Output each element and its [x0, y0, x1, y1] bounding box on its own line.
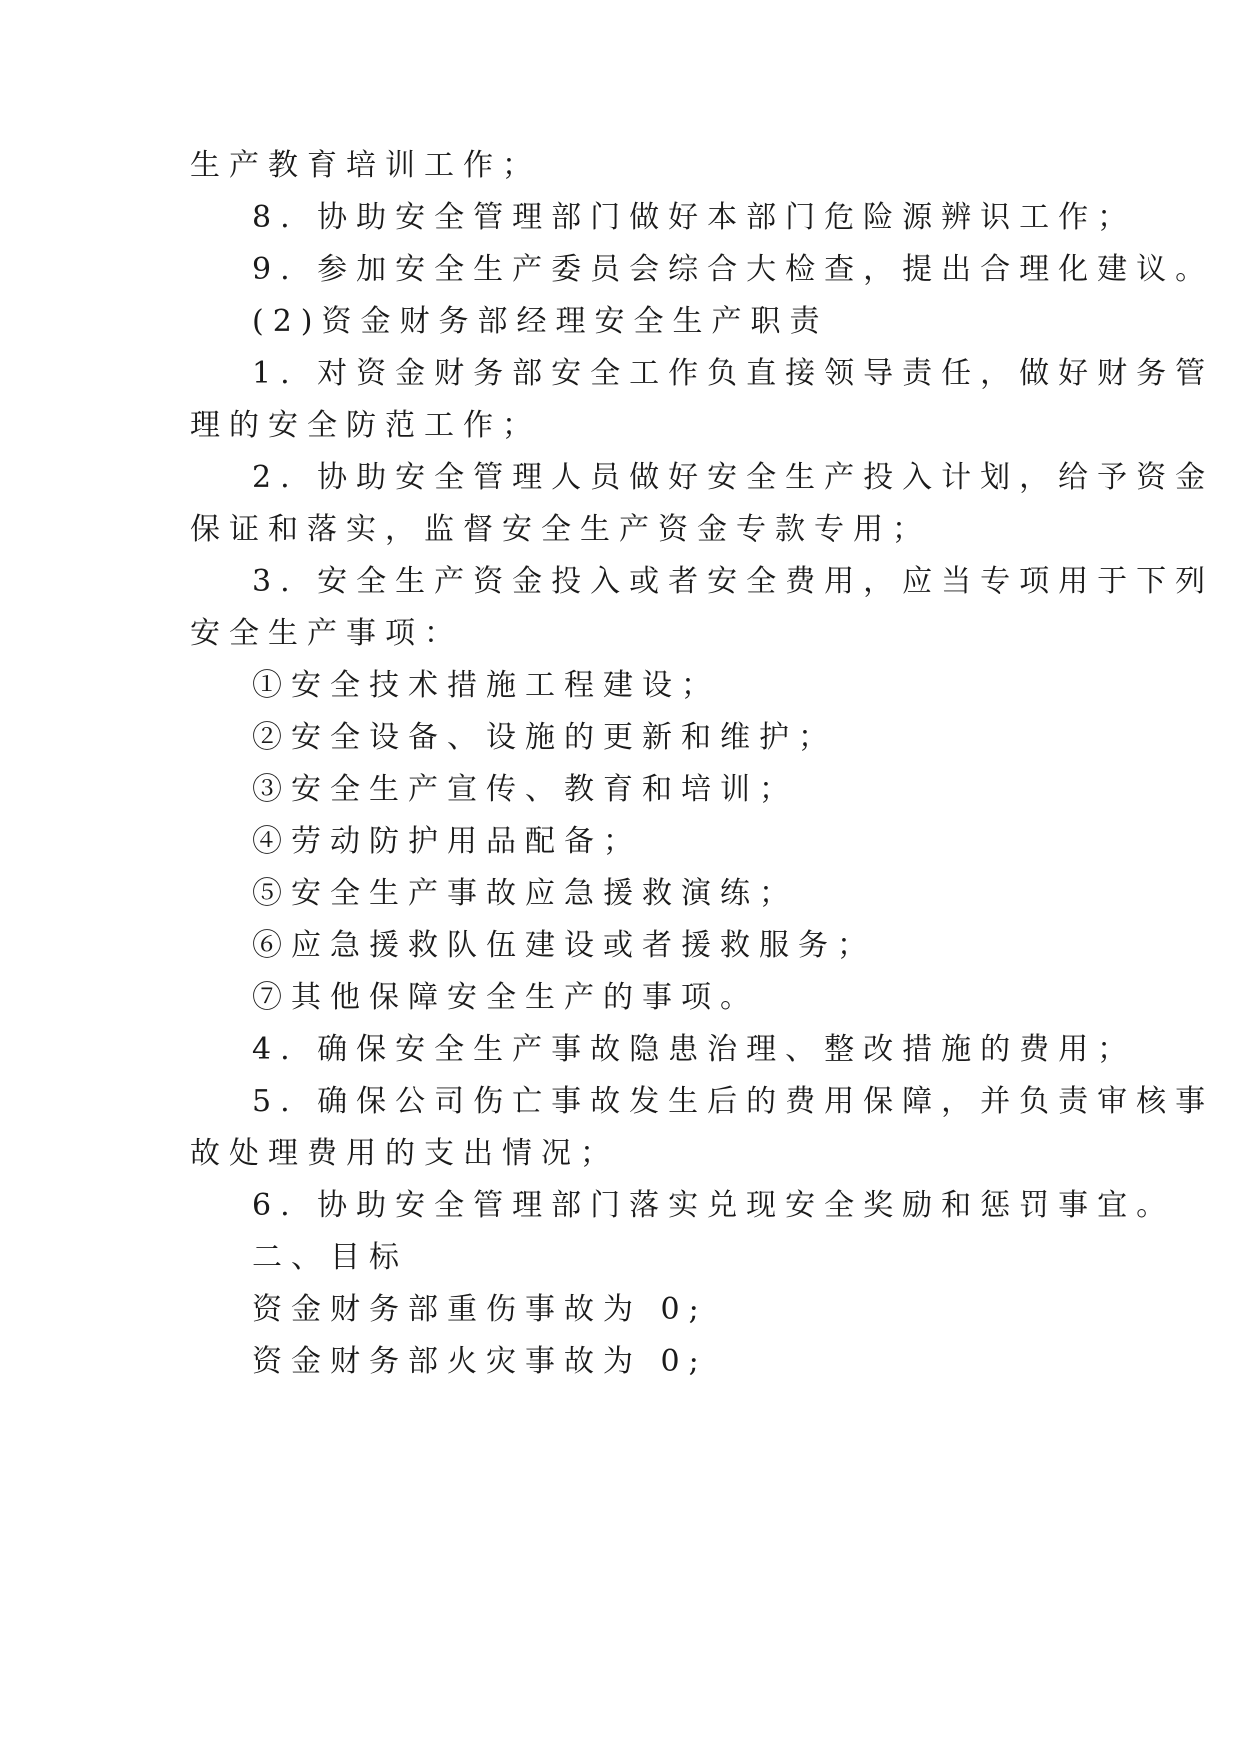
list-item: ②安全设备、设施的更新和维护；: [252, 720, 837, 755]
text-line: 安全生产事项：: [190, 616, 463, 651]
list-item: ①安全技术措施工程建设；: [252, 668, 720, 703]
text-line: 资金财务部重伤事故为 0;: [252, 1292, 708, 1327]
text-line: 2. 协助安全管理人员做好安全生产投入计划，给予资金: [252, 460, 1215, 495]
text-line: 1. 对资金财务部安全工作负直接领导责任，做好财务管: [252, 356, 1215, 391]
text-line: 4. 确保安全生产事故隐患治理、整改措施的费用；: [252, 1032, 1137, 1067]
list-item: ⑤安全生产事故应急援救演练；: [252, 876, 798, 911]
text-line: 保证和落实，监督安全生产资金专款专用；: [190, 512, 931, 547]
list-item: ⑦其他保障安全生产的事项。: [252, 980, 759, 1015]
section-heading: 二、目标: [252, 1240, 408, 1275]
list-item: ④劳动防护用品配备；: [252, 824, 642, 859]
section-heading: (2)资金财务部经理安全生产职责: [252, 304, 829, 339]
text-line: 故处理费用的支出情况；: [190, 1136, 619, 1171]
text-line: 生产教育培训工作；: [190, 148, 541, 183]
text-line: 8. 协助安全管理部门做好本部门危险源辨识工作；: [252, 200, 1137, 235]
text-line: 理的安全防范工作；: [190, 408, 541, 443]
text-line: 6. 协助安全管理部门落实兑现安全奖励和惩罚事宜。: [252, 1188, 1176, 1223]
text-line: 5. 确保公司伤亡事故发生后的费用保障，并负责审核事: [252, 1084, 1215, 1119]
list-item: ③安全生产宣传、教育和培训；: [252, 772, 798, 807]
list-item: ⑥应急援救队伍建设或者援救服务；: [252, 928, 876, 963]
text-line: 3. 安全生产资金投入或者安全费用，应当专项用于下列: [252, 564, 1215, 599]
text-line: 9. 参加安全生产委员会综合大检查，提出合理化建议。: [252, 252, 1215, 287]
text-line: 资金财务部火灾事故为 0;: [252, 1344, 708, 1379]
